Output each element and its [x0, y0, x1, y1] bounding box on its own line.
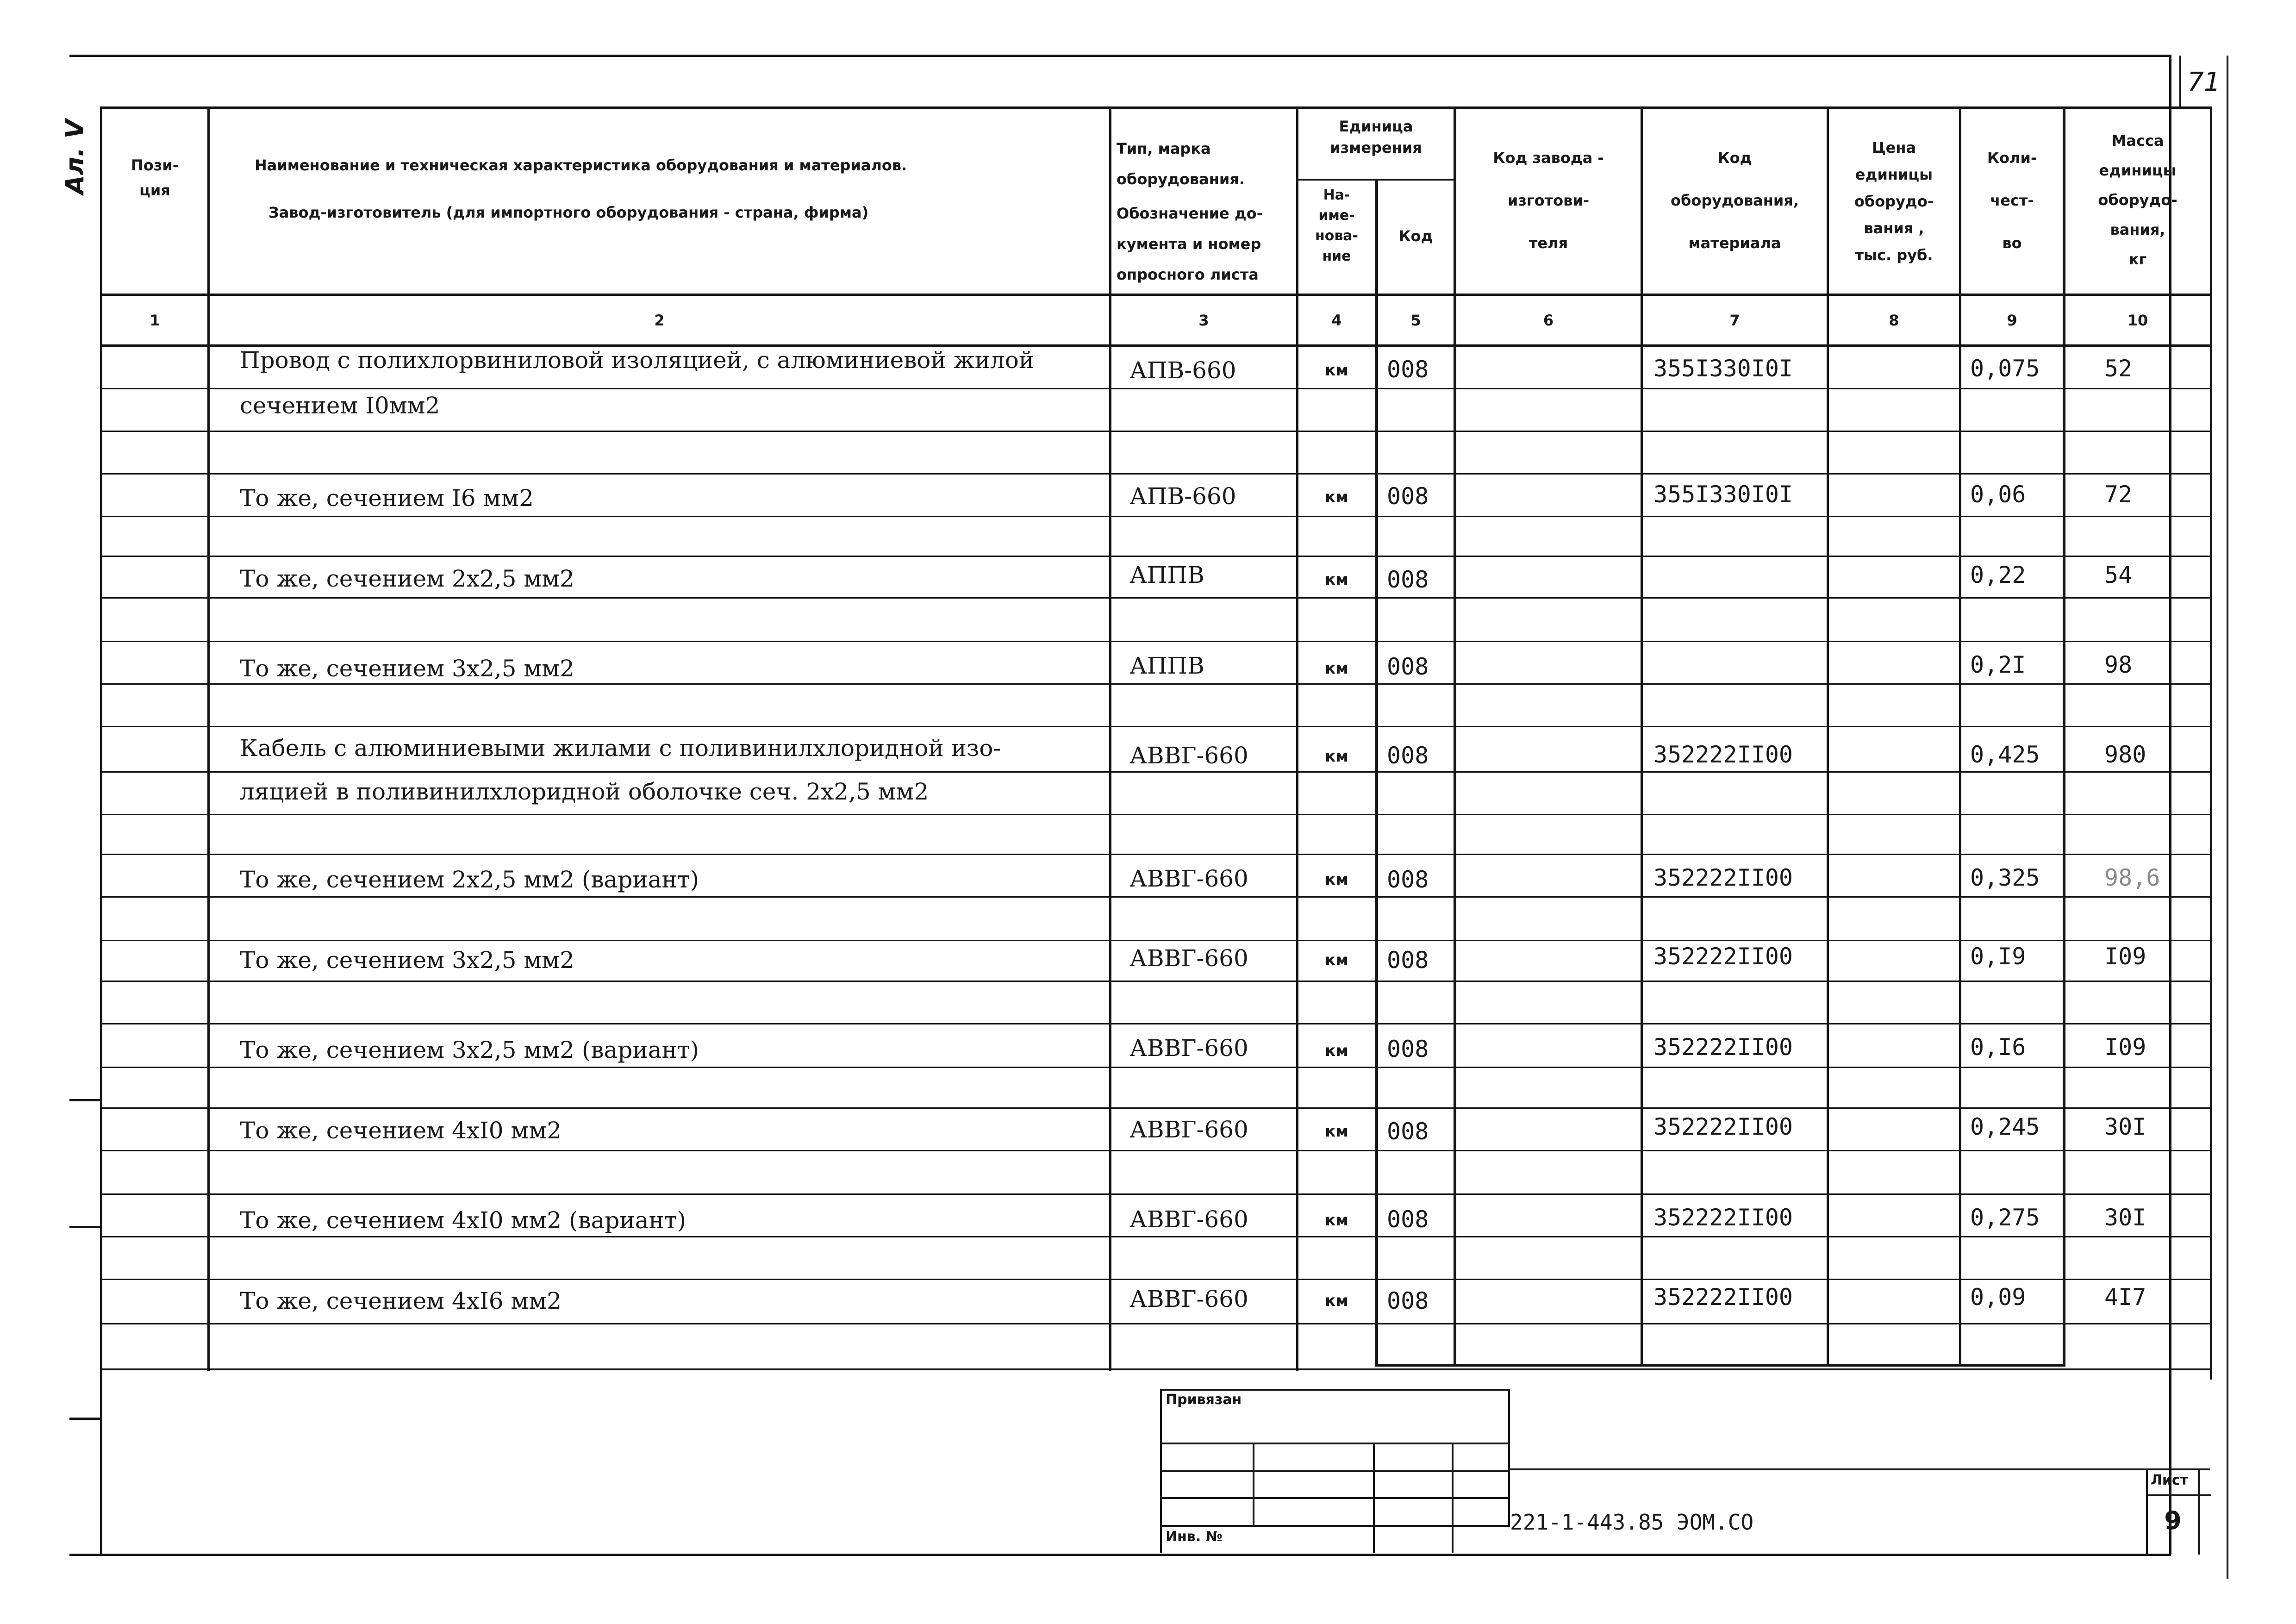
item-name: То же, сечением 4хI0 мм2: [240, 1117, 562, 1144]
row-line: [102, 431, 2210, 432]
row-line: [102, 1067, 2210, 1068]
item-mass: 30I: [2104, 1113, 2146, 1140]
stamp-attached-label: Привязан: [1166, 1392, 1242, 1408]
item-name: То же, сечением 4хI0 мм2 (вариант): [240, 1207, 686, 1234]
item-name: То же, сечением I6 мм2: [240, 485, 534, 512]
item-mass: 4I7: [2104, 1284, 2146, 1311]
row-line: [102, 1023, 2210, 1024]
row-line: [102, 516, 2210, 517]
row-line: [102, 981, 2210, 982]
col-line: [1375, 180, 1378, 1366]
col-number: 8: [1889, 312, 1899, 329]
col-line: [207, 107, 210, 1371]
item-quantity: 0,425: [1970, 741, 2040, 768]
item-type: АПВ-660: [1129, 357, 1236, 384]
top-border: [69, 55, 2171, 57]
item-unit-code: 008: [1387, 742, 1429, 769]
item-unit: км: [1325, 488, 1348, 506]
item-type: АППВ: [1129, 562, 1204, 588]
col-number: 5: [1410, 312, 1421, 329]
right-outer-border: [2169, 55, 2171, 1555]
row-line: [102, 1323, 2210, 1324]
bottom-border: [69, 1554, 2171, 1556]
item-type: АВВГ-660: [1129, 1206, 1248, 1233]
item-equipment-code: 352222II00: [1653, 864, 1793, 891]
row-line: [102, 1279, 2210, 1280]
item-name: То же, сечением 3х2,5 мм2: [240, 655, 574, 682]
item-quantity: 0,075: [1970, 355, 2040, 382]
col-line: [1641, 107, 1643, 1366]
header-bottom-line: [100, 294, 2211, 296]
stamp-line: [1253, 1443, 1254, 1526]
row-line: [102, 940, 2210, 941]
margin-tick: [69, 1099, 100, 1101]
item-quantity: 0,09: [1970, 1284, 2026, 1311]
row-line: [102, 683, 2210, 685]
item-type: АВВГ-660: [1129, 1286, 1248, 1312]
item-type: АВВГ-660: [1129, 865, 1248, 892]
item-type: АППВ: [1129, 652, 1204, 679]
item-equipment-code: 352222II00: [1653, 1204, 1793, 1231]
stamp-line: [1160, 1525, 1510, 1527]
item-unit-code: 008: [1387, 1036, 1429, 1062]
item-unit: км: [1325, 570, 1348, 589]
item-name: Провод с полихлорвиниловой изоляцией, с алюминиевой жилой: [240, 347, 1035, 374]
item-unit-code: 008: [1387, 566, 1429, 593]
item-unit-code: 008: [1387, 866, 1429, 893]
item-name: То же, сечением 2х2,5 мм2: [240, 565, 574, 592]
sheet-number: 9: [2164, 1506, 2182, 1535]
header-factory-code: Код завода - изготови- теля: [1493, 149, 1604, 252]
stamp-line: [1160, 1443, 1510, 1444]
item-unit: км: [1325, 1122, 1348, 1141]
stamp-line: [1508, 1389, 1510, 1526]
row-line: [102, 556, 2210, 557]
item-name-cont: ляцией в поливинилхлоридной оболочке сеч. 2х2,5 мм2: [240, 778, 929, 805]
right-margin-line: [2227, 106, 2228, 1579]
item-unit: км: [1325, 747, 1348, 766]
item-mass: 30I: [2104, 1204, 2146, 1231]
col-number: 3: [1198, 312, 1209, 329]
col-line: [1959, 107, 1961, 1366]
item-name-cont: сечением I0мм2: [240, 392, 440, 419]
item-type: АВВГ-660: [1129, 742, 1248, 769]
item-unit: км: [1325, 361, 1348, 380]
col-line: [1296, 107, 1298, 1371]
header-type-l1: Тип, марка: [1117, 140, 1211, 157]
col-number: 10: [2127, 312, 2148, 329]
item-name: Кабель с алюминиевыми жилами с поливинилхлоридной изо-: [240, 735, 1001, 762]
stamp-block: [1160, 1389, 1510, 1553]
item-unit-code: 008: [1387, 483, 1429, 510]
item-type: АВВГ-660: [1129, 1116, 1248, 1143]
row-line: [102, 771, 2210, 773]
item-name: То же, сечением 4хI6 мм2: [240, 1287, 562, 1314]
item-unit-code: 008: [1387, 947, 1429, 974]
item-mass: 98: [2104, 651, 2133, 678]
unit-group-divider: [1296, 179, 1455, 181]
title-block-line: [1510, 1468, 2210, 1470]
item-name: То же, сечением 3х2,5 мм2: [240, 947, 574, 974]
row-line: [102, 1150, 2210, 1151]
row-line: [102, 473, 2210, 475]
item-equipment-code: 352222II00: [1653, 943, 1793, 970]
item-mass: 98,6: [2104, 864, 2160, 891]
item-quantity: 0,06: [1970, 481, 2026, 508]
col-number: 6: [1543, 312, 1554, 329]
item-type: АВВГ-660: [1129, 945, 1248, 972]
row-line: [102, 1236, 2210, 1237]
table-right-border: [2210, 106, 2212, 1380]
col-number: 4: [1331, 312, 1342, 329]
item-unit-code: 008: [1387, 1287, 1429, 1314]
item-unit-code: 008: [1387, 1206, 1429, 1233]
header-name-line1: Наименование и техническая характеристика оборудования и материалов.: [255, 156, 907, 174]
header-unit-code: Код: [1398, 227, 1433, 245]
header-type-l4: кумента и номер: [1117, 235, 1261, 253]
header-equipment-code: Код оборудования, материала: [1671, 149, 1799, 252]
header-name-line2: Завод-изготовитель (для импортного оборудования - страна, фирма): [268, 204, 869, 221]
item-equipment-code: 352222II00: [1653, 1284, 1793, 1311]
header-price: Цена единицы оборудо- вания , тыс. руб.: [1854, 139, 1934, 264]
col-line: [1827, 107, 1829, 1366]
row-line: [102, 854, 2210, 855]
row-line: [102, 814, 2210, 815]
page-number: 71: [2187, 67, 2221, 97]
item-mass: 980: [2104, 741, 2146, 768]
item-unit: км: [1325, 951, 1348, 969]
row-line: [102, 641, 2210, 642]
item-mass: 72: [2104, 481, 2133, 508]
margin-tick: [69, 1418, 100, 1420]
item-unit: км: [1325, 1042, 1348, 1060]
document-code: 221-1-443.85 ЭОМ.СО: [1510, 1510, 1754, 1535]
item-unit: км: [1325, 1211, 1348, 1230]
header-position: Пози- ция: [131, 156, 179, 199]
item-name: То же, сечением 2х2,5 мм2 (вариант): [240, 866, 699, 893]
item-mass: 54: [2104, 562, 2133, 588]
item-unit-code: 008: [1387, 1118, 1429, 1145]
item-equipment-code: 352222II00: [1653, 741, 1793, 768]
col-number: 1: [150, 312, 160, 329]
col-line: [1109, 107, 1111, 1371]
item-name: То же, сечением 3х2,5 мм2 (вариант): [240, 1037, 699, 1063]
item-mass: I09: [2104, 943, 2146, 970]
header-type-l2: оборудования.: [1117, 170, 1245, 188]
header-mass: Масса единицы оборудо- вания, кг: [2098, 132, 2177, 268]
item-unit-code: 008: [1387, 653, 1429, 680]
table-bottom-thick: [1375, 1364, 2065, 1367]
stamp-line: [1160, 1389, 1510, 1391]
stamp-line: [1160, 1470, 1510, 1472]
item-quantity: 0,245: [1970, 1113, 2040, 1140]
sheet-label: Лист: [2151, 1472, 2189, 1488]
item-mass: I09: [2104, 1034, 2146, 1061]
header-type-l5: опросного листа: [1117, 266, 1259, 283]
item-quantity: 0,2I: [1970, 651, 2026, 678]
col-line: [2063, 107, 2065, 1366]
header-quantity: Коли- чест- во: [1987, 149, 2037, 252]
col-number: 9: [2007, 312, 2017, 329]
col-number: 7: [1729, 312, 1740, 329]
stamp-line: [1373, 1443, 1375, 1553]
sheet-box-divider: [2146, 1494, 2211, 1496]
sheet-box-right: [2198, 1468, 2200, 1555]
item-equipment-code: 355I330I0I: [1653, 481, 1793, 508]
item-unit-code: 008: [1387, 356, 1429, 383]
row-line: [102, 1193, 2210, 1195]
header-type-l3: Обозначение до-: [1117, 205, 1263, 222]
item-equipment-code: 355I330I0I: [1653, 355, 1793, 382]
stamp-line: [1452, 1443, 1454, 1553]
header-unit-group: Единица измерения: [1330, 118, 1422, 156]
margin-tick: [69, 1226, 100, 1228]
item-unit: км: [1325, 1292, 1348, 1310]
item-equipment-code: 352222II00: [1653, 1113, 1793, 1140]
table-bottom-line: [100, 1368, 2211, 1370]
page-number-box-right: [2227, 56, 2228, 107]
item-quantity: 0,325: [1970, 864, 2040, 891]
item-mass: 52: [2104, 355, 2133, 382]
row-line: [102, 896, 2210, 898]
table-top-border: [100, 106, 2211, 109]
item-unit: км: [1325, 870, 1348, 889]
row-line: [102, 388, 2210, 389]
item-unit: км: [1325, 659, 1348, 678]
row-line: [102, 597, 2210, 599]
item-quantity: 0,275: [1970, 1204, 2040, 1231]
item-type: АВВГ-660: [1129, 1035, 1248, 1062]
col-line: [1454, 107, 1456, 1366]
row-line: [102, 1107, 2210, 1109]
row-line: [102, 726, 2210, 727]
item-quantity: 0,22: [1970, 562, 2026, 588]
item-equipment-code: 352222II00: [1653, 1034, 1793, 1061]
side-mark: Ал. V: [60, 119, 89, 194]
stamp-line: [1160, 1497, 1510, 1499]
header-unit-name: На- име- нова- ние: [1315, 187, 1359, 264]
item-type: АПВ-660: [1129, 483, 1236, 510]
col-number: 2: [654, 312, 665, 329]
item-quantity: 0,I6: [1970, 1034, 2026, 1061]
stamp-inv-label: Инв. №: [1166, 1529, 1223, 1545]
item-quantity: 0,I9: [1970, 943, 2026, 970]
